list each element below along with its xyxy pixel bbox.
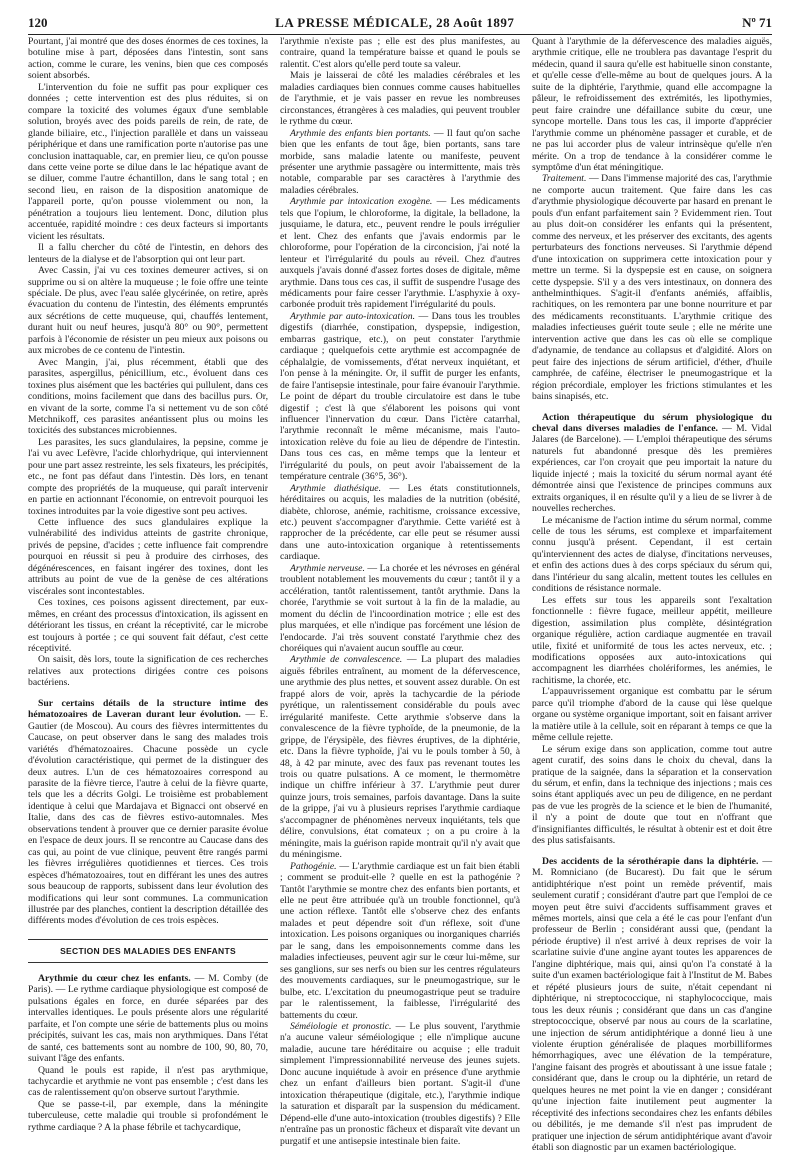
paragraph: Que se passe-t-il, par exemple, dans la méningite tuberculeuse, cette maladie qui trouble si profondément le rythme cardiaque ? A la phase fébrile et tachycardique, <box>28 1098 268 1133</box>
paragraph: Cette influence des sucs glandulaires explique la vulnérabilité des individus atteints de gastrite chronique, privés de pepsine, d'acides ; cette influence fait comprendre pourquoi en réussit si peu à produire des cirrhoses, des dégénérescences, en faisant ingérer des toxines, dont les attributs au point de vue de la genèse de ces altérations viscérales sont incontestables. <box>28 517 268 597</box>
paragraph: L'intervention du foie ne suffit pas pour expliquer ces données ; cette intervention est des plus réduites, si on compare la toxicité des volumes égaux d'une semblable solution, broyés avec des poids pareils de rein, de rate, de glande biliaire, etc., l'injection parallèle et dans un vaisseau périphérique et dans une ramification porte n'autorise pas une conclusion inattaquable, car, en premier lieu, ce qu'on pousse dans cette veine porte se dilue dans le lac hépatique avant de se diluer, comme l'autre échantillon, dans le sang total ; en second lieu, en raison de la disposition anatomique de l'appareil porte, qu'on pousse violemment ou non, la pénétration a toujours lieu lentement. Donc, dilution plus accentuée, rapidité moindre : ces deux facteurs si importants vicient les résultats. <box>28 81 268 242</box>
subsection-body: — Les états constitutionnels, héréditaires ou acquis, les maladies de la nutrition (obésité, diabète, chlorose, anémie, rachitisme, croissance excessive, etc.) peuvent s'accompagner d'arythmie. Cette variété est à rapprocher de la précédente, car elle peut se résumer aussi dans une auto-intoxication organique à retentissements cardiaque. <box>280 482 520 563</box>
subsection-paragraph <box>532 173 772 402</box>
paragraph: l'arythmie n'existe pas ; elle est des plus manifestes, au contraire, quand la température baisse et quand le pouls se ralentit. C'est alors qu'elle perd toute sa valeur. <box>280 36 520 70</box>
subsection-body: — La chorée et les névroses en général troublent notablement les mouvements du cœur ; tantôt il y a accélération, tantôt ralentissement, tantôt arythmie. Dans la chorée, l'arythmie se voit surtout à la fin de la maladie, au moment du déclin de l'incoordination motrice ; elle est des plus marquées, et elle n'indique pas forcément une lésion de l'endocarde. J'ai très souvent constaté l'arythmie chez des choréiques qui n'avaient aucun souffle au cœur. <box>280 562 521 655</box>
subsection-title: Arythmie par auto-intoxication. <box>290 310 416 322</box>
journal-title: LA PRESSE MÉDICALE, 28 Août 1897 <box>275 15 515 30</box>
column-right <box>532 36 772 1154</box>
subsection-paragraph <box>280 1021 520 1147</box>
paragraph: Les effets sur tous les appareils sont l'exaltation fonctionnelle : fièvre fugace, meilleur appétit, meilleure digestion, assimilation plus complète, désintégration organique régulière, action cardiaque augmentée en travail utile, fixité et uniformité de tous les actes nerveux, etc. ; modifications opposées aux auto-intoxications qui accompagnent les diarrhées cholériformes, les anémies, le rachitisme, la chorée, etc. <box>532 594 772 686</box>
paragraph: Avec Mangin, j'ai, plus récemment, établi que des parasites, aspergillus, pénicillium, etc., évoluent dans ces toxines plus aisément que les bactéries qui pullulent, dans ces conditions, moins facilement que dans des bacillus purs. Or, en vivant de la sorte, comme l'a si nettement vu de son côté Metchnikoff, ces parasites anéantissent plus ou moins les toxicités des substances microbiennes. <box>28 356 268 437</box>
subsection-title: Pathogénie. <box>290 860 337 872</box>
subsection-body: — Dans tous les troubles digestifs (diarrhée, constipation, dyspepsie, indigestion, embarras gastrique, etc.), on peut constater l'arythmie cardiaque ; quelquefois cette arythmie est accompagnée de céphalalgie, de vomissements, d'état nerveux inquiétant, et l'on pense à la méningite. Or, il suffit de purger les enfants, de faire l'antisepsie intestinale, pour faire évanouir l'arythmie. Le point de départ du trouble circulatoire est dans le tube digestif ; c'est là que s'élaborent les poisons qui vont influencer l'innervation du cœur. Dans l'ictère catarrhal, l'arythmie reconnaît le même mécanisme, mais l'auto-intoxication relève du foie au lieu de dépendre de l'intestin. Dans tous ces cas, en même temps que la lenteur et l'irrégularité du pouls, on peut avoir l'abaissement de la température centrale (36°5, 36°). <box>280 310 520 483</box>
subsection-body: — Les médicaments tels que l'opium, le chloroforme, la digitale, la belladone, la jusquiame, le datura, etc., peuvent rendre le pouls irrégulier et lent. Chez des enfants que j'avais endormis par le chloroforme, pour l'opération de la circoncision, j'ai noté la lenteur et l'irrégularité du pouls au réveil. Chez d'autres auxquels j'avais donné d'assez fortes doses de digitale, même arythmie. Dans tous ces cas, il suffit de suspendre l'usage des médicaments pour faire cesser l'arythmie. L'asphyxie à oxy-carbonée produit très rapidement l'irrégularité du pouls. <box>280 196 520 311</box>
paragraph: Quand le pouls est rapide, il n'est pas arythmique, tachycardie et arythmie ne vont pas ensemble ; c'est dans les cas de ralentissement qu'on observe surtout l'arythmie. <box>28 1064 268 1099</box>
subsection-paragraph <box>280 563 520 655</box>
communication-title: Des accidents de la sérothérapie dans la diphtérie. <box>542 855 759 867</box>
paragraph: Le mécanisme de l'action intime du sérum normal, comme celle de tous les sérums, est complexe et imparfaitement connu jusqu'à présent. Cependant, il est certain qu'interviennent des actes de dialyse, d'incitations nerveuses, et enfin des actions dues à des corps spéciaux du sérum qui, dans l'intérieur du sang alcalin, mettent toutes les cellules en conditions de résistance normale. <box>532 514 772 595</box>
paragraph: Le sérum exige dans son application, comme tout autre agent curatif, des soins dans le choix du cheval, dans la pratique de la saignée, dans la séparation et la conservation du sérum, et enfin, dans la technique des injections ; mais ces soins étant appliqués avec un peu de diligence, en ne perdant pas de vue les progrès de la science et le bien de l'humanité, il n'y a point de doute que tout en n'offrant que d'insignifiantes difficultés, le résultat à obtenir est et doit être des plus satisfaisants. <box>532 743 772 847</box>
subsection-body: — L'arythmie cardiaque est un fait bien établi ; comment se produit-elle ? quelle en est la pathogénie ? Tantôt l'arythmie se montre chez des enfants bien portants, et elle ne peut être attribuée qu'à un trouble fonctionnel, qu'à une action réflexe. Tantôt elle s'observe chez des enfants malades et peut dépendre soit d'un réflexe, soit d'une intoxication. Les poisons organiques ou inorganiques charriés par le sang, dans les empoisonnements comme dans les maladies infectieuses, peuvent agir sur le cœur lui-même, sur ses ganglions, sur ses nerfs ou bien sur les centres régulateurs des mouvements cardiaques, sur le pneumogastrique, sur le bulbe, etc. L'excitation du pneumogastrique peut se traduire par le ralentissement, la faiblesse, l'irrégularité des battements du cœur. <box>280 860 521 1021</box>
communication-paragraph <box>28 698 268 927</box>
communication-body: — M. Vidal Jalares (de Barcelone). — L'emploi thérapeutique des sérums naturels fut abandonné presque dès les premières expériences, car l'on croyait que peu importait la nature du liquide injecté ; mais la toxicité du sérum normal ayant été démontrée ainsi que l'existence de principes communs aux extraits organiques, il en résulte qu'il y a lieu de se livrer à de nouvelles recherches. <box>532 422 772 515</box>
communication-paragraph <box>28 973 268 1065</box>
paragraph: Avec Cassin, j'ai vu ces toxines demeurer actives, si on supprime ou si on altère la muqueuse ; le foie offre une teinte spéciale. De plus, avec l'eau salée glycérinée, on retire, après évacuation du contenu de l'intestin, des éléments empruntés aux sécrétions de cette muqueuse, qui, chauffés lentement, durant huit ou neuf heures, jusqu'à 80° ou 90°, permettent parfois à l'économie de résister un peu mieux aux poisons ou aux microbes de ce contenu de l'intestin. <box>28 265 268 357</box>
paragraph: Quant à l'arythmie de la défervescence des maladies aiguës, arythmie critique, elle ne troublera pas davantage l'esprit du médecin, quand il saura qu'elle est habituelle sinon constante, et qu'elle cesse d'elle-même au bout de quelques jours. A la suite de la diphtérie, l'arythmie, quand elle accompagne la pâleur, le refroidissement des extrémités, les lipothymies, peut faire craindre une défaillance subite du cœur, une syncope mortelle. Dans tous les cas, il importe d'apprécier l'arythmie comme un phénomène passager et curable, et de ne pas lui accorder plus de valeur intrinsèque qu'elle n'en mérite. On a trop de tendance à la considérer comme le symptôme d'un état méningitique. <box>532 36 772 173</box>
paragraph: Il a fallu chercher du côté de l'intestin, en dehors des lenteurs de la dialyse et de l'absorption qui ont leur part. <box>28 242 268 265</box>
subsection-body: — Le plus souvent, l'arythmie n'a aucune valeur séméiologique ; elle n'implique aucune maladie, aucune tare héréditaire ou acquise ; elle traduit simplement l'impressionnabilité nerveuse des jeunes sujets. Donc aucune inquiétude à avoir en présence d'une arythmie chez un enfant d'ailleurs bien portant. S'agit-il d'une intoxication thérapeutique (digitale, etc.), l'arythmie indique la saturation et disparaît par la suspension du médicament. Dépend-elle d'une auto-intoxication (troubles digestifs) ? Elle n'entraîne pas un pronostic fâcheux et disparaît vite devant un purgatif et une antisepsie intestinale bien faite. <box>280 1020 521 1147</box>
subsection-body: — Il faut qu'on sache bien que les enfants de tout âge, bien portants, sans tare morbide, sans maladie latente ou manifeste, peuvent présenter une arythmie passagère ou intermittente, mais très notable, comparable par ses caractères à l'arythmie des maladies cérébrales. <box>280 127 520 196</box>
communication-paragraph <box>532 412 772 515</box>
subsection-title: Traitement. <box>542 173 587 185</box>
subsection-title: Arythmie de convalescence. <box>290 654 403 666</box>
subsection-paragraph <box>280 196 520 311</box>
communication-body: — M. Romniciano (de Bucarest). Du fait que le sérum antidiphtérique n'est point un remède préventif, mais seulement curatif ; considérant d'autre part que l'emploi de ce moyen peut être suivi d'accidents suffisamment graves et mêmes mortels, ainsi que cela a été le cas pour l'enfant d'un professeur de Berlin ; considérant aussi que, (pendant la période éruptive) il n'est arrivé à deux reprises de voir la scarlatine suivie d'une angine ayant toutes les apparences de l'angine diphtérique, mais qui, ainsi qu'on l'a constaté à la suite d'un examen bactériologique fait à l'Institut de M. Babes et répété plusieurs jours de suite, n'était cependant ni diphtérique, ni streptococcique, ni staphylococcique, mais tous les deux réunis ; considérant que dans un cas d'angine streptococcique, observé par nous au cours de la scarlatine, une injection de sérum antidiphtérique a donné lieu à une violente éruption généralisée de plaques morbilliformes hémorrhagiques, avec une élévation de la température, l'angine faisant des progrès et aboutissant à une issue fatale ; considérant que, dans le croup ou la diphtérie, un retard de quelques heures ne met point la vie en danger ; considérant qu'une injection faite inutilement peut augmenter la réceptivité des infections secondaires chez les enfants débiles ou débilités, je me demande s'il n'est pas imprudent de pratiquer une injection de sérum antidiphtérique avant d'avoir établi son diagnostic par un examen bactériologique. <box>532 855 772 1154</box>
subsection-paragraph <box>280 654 520 860</box>
communication-body: — E. Gautier (de Moscou). Au cours des fièvres intermittentes du Caucase, on peut observer dans le sang des malades trois variétés d'hématozoaires. Chacune possède un cycle d'évolution caractéristique, qui permet de la distinguer des deux autres. L'un de ces hématozoaires correspond au parasite de la fièvre tierce, l'autre à celui de la fièvre quarte, tels que les a décrits Golgi. Le troisième est probablement identique à celui que Mardajava et Bignacci ont observé en Italie, dans des cas de fièvres estivo-automnales. Mes observations tendent à prouver que ce dernier parasite évolue en l'espace de deux jours. Il se rencontre au Caucase dans des cas qui, au point de vue clinique, peuvent être rangés parmi les fièvres irrégulières quotidiennes et tierces. Ces trois espèces d'hématozoaires, tout en différant les unes des autres sous beaucoup de rapports, subissent dans leur évolution des modifications qui leur sont communes. La communication illustrée par des planches, contient la description détaillée des différents modes d'évolution de ces trois espèces. <box>28 709 269 927</box>
subsection-title: Arythmie des enfants bien portants. <box>290 127 431 139</box>
subsection-paragraph <box>280 311 520 483</box>
subsection-title: Séméiologie et pronostic. <box>290 1020 392 1032</box>
subsection-title: Arythmie nerveuse. <box>290 562 365 574</box>
running-header <box>28 12 772 35</box>
communication-title: Arythmie du cœur chez les enfants. <box>38 972 191 984</box>
page-number: 120 <box>28 15 48 30</box>
paragraph: Mais je laisserai de côté les maladies cérébrales et les maladies cardiaques bien connues comme causes habituelles de l'arythmie, et je vais passer en revue les nombreuses circonstances, étrangères à ces maladies, qui peuvent troubler le rythme du cœur. <box>280 70 520 128</box>
paragraph: Pourtant, j'ai montré que des doses énormes de ces toxines, la botuline mise à part, déposées dans l'intestin, sont sans action, comme le curare, les venins, bien que ces composés soient absorbés. <box>28 36 268 82</box>
section-heading: SECTION DES MALADIES DES ENFANTS <box>28 939 268 963</box>
subsection-paragraph <box>280 483 520 563</box>
paragraph: Ces toxines, ces poisons agissent directement, par eux-mêmes, en créant des processus d'intoxication, ils agissent en détériorant les tissus, en créant la réceptivité, car le microbe est toujours à portée ; ce qui souvent fait défaut, c'est cette réceptivité. <box>28 597 268 655</box>
subsection-title: Arythmie par intoxication exogène. <box>290 196 433 208</box>
communication-title: Sur certains détails de la structure intime des hématozoaires de Laveran durant leur évolution. <box>28 697 268 721</box>
issue-number: Nº 71 <box>742 15 772 30</box>
subsection-body: — Dans l'immense majorité des cas, l'arythmie ne comporte aucun traitement. Que faire dans les cas d'arythmie physiologique découverte par hasard en prenant le pouls d'un enfant parfaitement sain ? Evidemment rien. Tout au plus doit-on considérer les enfants qui la présentent, comme des nerveux, et les préserver des excitants, des agents perturbateurs des fonctions nerveuses. Si l'arythmie dépend d'une intoxication on supprimera cette intoxication pour y mettre un terme. Si la dyspepsie est en cause, on soignera cette dyspepsie. S'il y a des vers intestinaux, on donnera des anthelminthiques. S'agit-il d'enfants anémiés, affaiblis, rachitiques, on les remontera par une bonne nourriture et par des médicaments reconstituants. L'arythmie critique des maladies infectieuses guérit toute seule ; elle ne mérite une intervention active que dans les cas où elle se complique d'adynamie, de tendance au collapsus et d'algidité. Alors on peut faire des injections de sérum artificiel, d'éther, d'huile camphrée, de caféine, électriser le pneumogastrique et la région précordiale, employer les frictions stimulantes et les bains sinapisés, etc. <box>532 173 772 403</box>
paragraph: L'appauvrissement organique est combattu par le sérum parce qu'il triomphe d'abord de la cause qui lèse quelque organe ou système organique important, soit en faisant arriver la matière utile à la cellule, soit en réparant à temps ce que la même cellule rejette. <box>532 686 772 744</box>
subsection-body: — La plupart des maladies aiguës fébriles entraînent, au moment de la défervescence, une arythmie des plus nettes, et souvent assez durable. On est frappé alors de voir, après la tachycardie de la période pyrétique, un ralentissement considérable du pouls avec irrégularité manifeste. Cette arythmie s'observe dans la convalescence de la fièvre typhoïde, de la pneumonie, de la grippe, de l'érysipèle, des fièvres éruptives, de la diphtérie, etc. Dans la fièvre typhoïde, j'ai vu le pouls tomber à 50, à 48, à 42 par minute, avec des faux pas revenant toutes les trois ou quatre pulsations. A ce moment, le thermomètre indique un chiffre inférieur à 37. L'arythmie peut durer quinze jours, trois semaines, parfois davantage. Dans la suite de la grippe, j'ai vu à plusieurs reprises l'arythmie cardiaque s'accompagner de phénomènes nerveux inquiétants, tels que délire, convulsions, état comateux ; on a pu croire à la méningite, mais la guérison rapide montrait qu'il n'y avait que du méningisme. <box>280 654 520 861</box>
text-columns <box>28 36 772 1154</box>
column-middle <box>280 36 521 1147</box>
subsection-title: Arythmie diathésique. <box>290 482 382 494</box>
communication-title: Action thérapeutique du sérum physiologique du cheval dans diverses maladies de l'enfance. <box>532 411 772 434</box>
subsection-paragraph <box>280 861 520 1021</box>
column-left <box>28 36 269 1133</box>
subsection-paragraph <box>280 128 520 197</box>
communication-paragraph <box>532 856 772 1154</box>
paragraph: On saisit, dès lors, toute la signification de ces recherches relatives aux protections dirigées contre ces poisons bactériens. <box>28 654 268 689</box>
communication-body: — M. Comby (de Paris). — Le rythme cardiaque physiologique est composé de pulsations égales en force, en durée séparées par des intervalles identiques. Le pouls présente alors une régularité parfaite, et l'on compte une série de battements plus ou moins précipités, suivant les cas, mais non arythmiques. Dans l'état de santé, ces battements sont au nombre de 100, 90, 80, 70, suivant l'âge des enfants. <box>28 972 269 1065</box>
paragraph: Les parasites, les sucs glandulaires, la pepsine, comme je l'ai vu avec Lefèvre, l'acide chlorhydrique, qui interviennent pour une part assez restreinte, les sels fixateurs, les précipités, etc., ne font pas défaut dans l'intestin. Dès lors, en tenant compte des propriétés de la muqueuse, qui paraît intervenir en partie en actionnant l'économie, on entrevoit pourquoi les toxines introduites par la voie digestive sont peu actives. <box>28 436 268 517</box>
